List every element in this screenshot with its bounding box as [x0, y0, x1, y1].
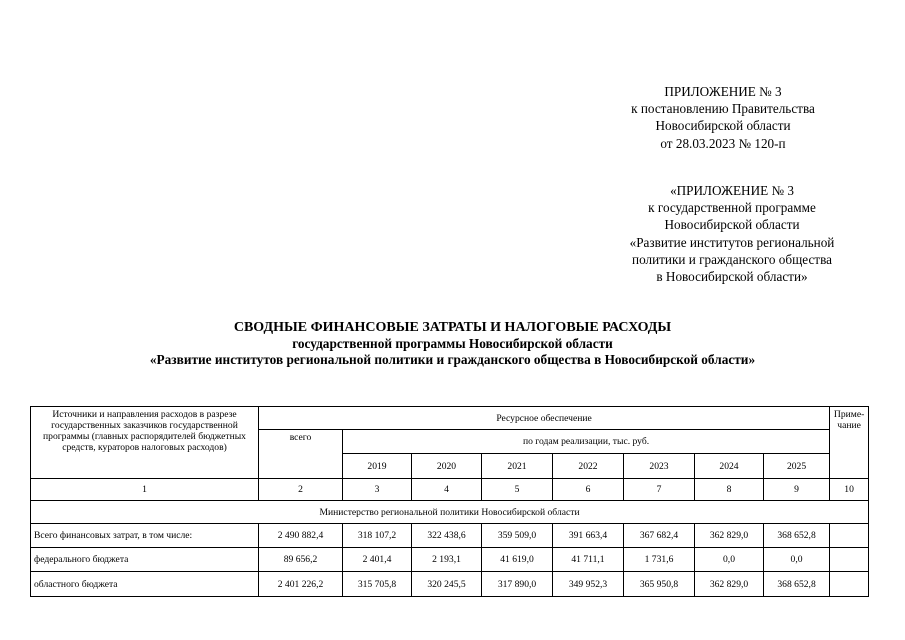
row-note [830, 572, 869, 597]
row-value: 367 682,4 [624, 524, 695, 548]
column-number: 5 [482, 479, 553, 501]
column-number: 4 [412, 479, 482, 501]
row-value: 362 829,0 [695, 524, 764, 548]
year-header: 2022 [553, 454, 624, 479]
row-value: 0,0 [695, 548, 764, 572]
appendix-line: к постановлению Правительства [631, 101, 815, 117]
table-row [31, 548, 869, 572]
column-number: 1 [31, 479, 259, 501]
appendix-line: к государственной программе [648, 200, 816, 216]
row-value: 320 245,5 [412, 572, 482, 597]
row-value: 41 619,0 [482, 548, 553, 572]
row-value: 359 509,0 [482, 524, 553, 548]
row-total: 2 490 882,4 [259, 524, 343, 548]
row-value: 365 950,8 [624, 572, 695, 597]
appendix-header-resolution [613, 83, 833, 152]
title-line-3: «Развитие институтов региональной политики и гражданского общества в Новосибирской области» [149, 352, 756, 367]
appendix-line: ПРИЛОЖЕНИЕ № 3 [664, 84, 782, 99]
row-note [830, 524, 869, 548]
row-value: 318 107,2 [343, 524, 412, 548]
row-value: 368 652,8 [764, 524, 830, 548]
appendix-line: Новосибирской области [664, 217, 800, 233]
header-row-1 [31, 407, 869, 430]
row-total: 89 656,2 [259, 548, 343, 572]
row-value: 2 401,4 [343, 548, 412, 572]
row-value: 391 663,4 [553, 524, 624, 548]
header-resource: Ресурсное обеспечение [259, 407, 830, 430]
column-number: 10 [830, 479, 869, 501]
row-note [830, 548, 869, 572]
row-value: 322 438,6 [412, 524, 482, 548]
row-value: 0,0 [764, 548, 830, 572]
header-total: всего [259, 430, 343, 479]
appendix-line: Новосибирской области [655, 118, 791, 134]
financial-table [30, 406, 869, 597]
appendix-header-program [601, 182, 863, 285]
table-row [31, 524, 869, 548]
column-number: 3 [343, 479, 412, 501]
row-value: 362 829,0 [695, 572, 764, 597]
row-value: 315 705,8 [343, 572, 412, 597]
header-by-years: по годам реализации, тыс. руб. [343, 430, 830, 454]
document-title [20, 320, 885, 368]
column-number: 8 [695, 479, 764, 501]
column-number: 6 [553, 479, 624, 501]
column-number: 9 [764, 479, 830, 501]
year-header: 2019 [343, 454, 412, 479]
appendix-line: от 28.03.2023 № 120-п [660, 135, 786, 151]
title-line-1: СВОДНЫЕ ФИНАНСОВЫЕ ЗАТРАТЫ И НАЛОГОВЫЕ РАСХОДЫ [233, 320, 672, 335]
row-value: 2 193,1 [412, 548, 482, 572]
row-label: федерального бюджета [31, 548, 259, 572]
column-number: 7 [624, 479, 695, 501]
row-label: Всего финансовых затрат, в том числе: [31, 524, 259, 548]
year-header: 2025 [764, 454, 830, 479]
row-value: 41 711,1 [553, 548, 624, 572]
appendix-line: политики и гражданского общества [632, 251, 832, 267]
appendix-line: в Новосибирской области» [656, 269, 808, 285]
row-value: 349 952,3 [553, 572, 624, 597]
header-note: Приме-чание [830, 407, 869, 479]
section-title: Министерство региональной политики Новосибирской области [31, 501, 869, 524]
year-header: 2020 [412, 454, 482, 479]
row-value: 1 731,6 [624, 548, 695, 572]
appendix-line: «ПРИЛОЖЕНИЕ № 3 [670, 183, 794, 198]
header-source: Источники и направления расходов в разрезе государственных заказчиков государственной программы (главных распорядителей бюджетных средств, кураторов налоговых расходов) [31, 407, 259, 479]
year-header: 2021 [482, 454, 553, 479]
row-value: 317 890,0 [482, 572, 553, 597]
appendix-line: «Развитие институтов региональной [629, 234, 835, 250]
row-value: 368 652,8 [764, 572, 830, 597]
year-header: 2024 [695, 454, 764, 479]
title-line-2: государственной программы Новосибирской области [292, 336, 613, 351]
section-row [31, 501, 869, 524]
table-row [31, 572, 869, 597]
row-total: 2 401 226,2 [259, 572, 343, 597]
year-header: 2023 [624, 454, 695, 479]
row-label: областного бюджета [31, 572, 259, 597]
column-number: 2 [259, 479, 343, 501]
column-numbers-row [31, 479, 869, 501]
